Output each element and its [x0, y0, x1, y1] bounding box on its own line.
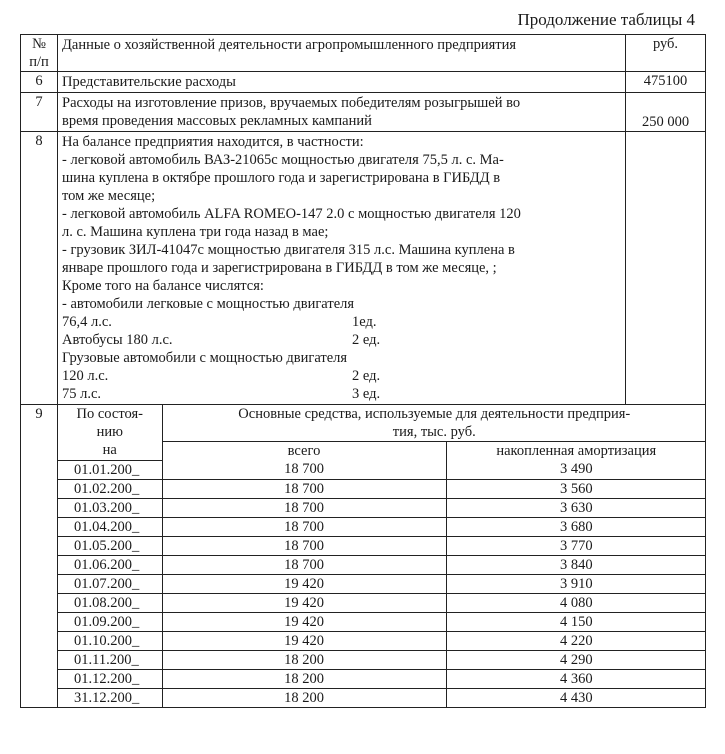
header-num-line2: п/п: [29, 54, 49, 70]
row-text-line: На балансе предприятия находится, в частности:: [62, 134, 364, 150]
date-cell: 01.10.200_: [58, 631, 162, 650]
amortization-cell: 4 080: [446, 593, 706, 612]
subtable-row: [58, 498, 706, 517]
date-cell: 01.12.200_: [58, 669, 162, 688]
amortization-cell: 3 630: [446, 498, 706, 517]
group-header-line: Основные средства, используемые для деятельности предприя-: [238, 406, 631, 422]
date-header-line: По состоя-: [76, 406, 143, 422]
header-data: Данные о хозяйственной деятельности агропромышленного предприятия: [58, 35, 626, 72]
vehicle-list-item: [62, 313, 621, 331]
subtable-row: [58, 631, 706, 650]
subtable-row: [58, 688, 706, 707]
row-text: Представительские расходы: [58, 72, 626, 93]
row-text: [58, 93, 626, 132]
total-cell: 18 200: [162, 669, 446, 688]
row-text-line: Расходы на изготовление призов, вручаемых победителям розыгрышей во: [62, 95, 521, 111]
date-header-line: на: [102, 442, 117, 458]
row-num: 7: [21, 93, 58, 132]
total-cell: 18 700: [162, 460, 446, 479]
total-cell: 18 700: [162, 479, 446, 498]
subtable-row: [58, 536, 706, 555]
row-text: [58, 132, 626, 405]
fixed-assets-group-header: [162, 405, 706, 442]
fixed-assets-subtable-cell: [58, 405, 706, 708]
total-cell: 19 420: [162, 574, 446, 593]
date-cell: 31.12.200_: [58, 688, 162, 707]
date-cell: 01.07.200_: [58, 574, 162, 593]
total-cell: 18 200: [162, 688, 446, 707]
table-row: [21, 72, 706, 93]
row-value: 250 000: [626, 93, 706, 132]
subtable-row: [58, 612, 706, 631]
row-text-line: том же месяце;: [62, 188, 156, 204]
amortization-cell: 4 290: [446, 650, 706, 669]
row-text-line: - легковой автомобиль ALFA ROMEO-147 2.0 с мощностью двигателя 120: [62, 206, 521, 222]
data-table: [20, 34, 706, 708]
vehicle-list-item: [62, 349, 621, 367]
total-cell: 18 700: [162, 536, 446, 555]
date-cell: 01.01.200_: [58, 460, 162, 479]
vehicle-quantity: 3 ед.: [352, 386, 381, 402]
vehicle-list-item: [62, 367, 621, 385]
subtable-row: [58, 593, 706, 612]
table-row: [21, 405, 706, 708]
row-num: 8: [21, 132, 58, 405]
header-num: [21, 35, 58, 72]
subtable-row: [58, 460, 706, 479]
date-cell: 01.08.200_: [58, 593, 162, 612]
subtable-row: [58, 517, 706, 536]
total-column-header: всего: [162, 442, 446, 461]
subtable-row: [58, 669, 706, 688]
table-row: [21, 93, 706, 132]
subtable-row: [58, 574, 706, 593]
total-cell: 18 200: [162, 650, 446, 669]
header-num-line1: №: [32, 36, 46, 52]
vehicle-label: 76,4 л.с.: [62, 314, 112, 330]
date-cell: 01.06.200_: [58, 555, 162, 574]
group-header-line: тия, тыс. руб.: [392, 424, 476, 440]
date-cell: 01.03.200_: [58, 498, 162, 517]
table-caption: Продолжение таблицы 4: [517, 10, 695, 29]
total-cell: 19 420: [162, 612, 446, 631]
vehicle-list-item: [62, 331, 621, 349]
amortization-cell: 3 770: [446, 536, 706, 555]
row-num: 9: [21, 405, 58, 708]
subtable-row: [58, 650, 706, 669]
total-cell: 18 700: [162, 498, 446, 517]
vehicle-label: Грузовые автомобили с мощностью двигателя: [62, 350, 348, 366]
vehicle-quantity: 2 ед.: [352, 368, 381, 384]
amortization-cell: 4 360: [446, 669, 706, 688]
vehicle-quantity: 2 ед.: [352, 332, 381, 348]
total-cell: 19 420: [162, 631, 446, 650]
subtable-row: [58, 555, 706, 574]
total-cell: 19 420: [162, 593, 446, 612]
amortization-cell: 4 430: [446, 688, 706, 707]
row-value: [626, 132, 706, 405]
total-cell: 18 700: [162, 517, 446, 536]
row-text-line: - грузовик ЗИЛ-41047с мощностью двигателя 315 л.с. Машина куплена в: [62, 242, 515, 258]
row-text-line: январе прошлого года и зарегистрирована в ГИБДД в том же месяце, ;: [62, 260, 497, 276]
amortization-column-header: накопленная амортизация: [446, 442, 706, 461]
fixed-assets-subtable: [58, 405, 706, 707]
vehicle-quantity: 1ед.: [352, 314, 377, 330]
amortization-cell: 3 840: [446, 555, 706, 574]
row-text-line: Кроме того на балансе числятся:: [62, 278, 264, 294]
amortization-cell: 3 910: [446, 574, 706, 593]
subtable-header-row: [58, 405, 706, 442]
date-cell: 01.02.200_: [58, 479, 162, 498]
vehicle-list-item: [62, 385, 621, 403]
amortization-cell: 3 680: [446, 517, 706, 536]
row-text-line: - легковой автомобиль ВАЗ-21065с мощностью двигателя 75,5 л. с. Ма-: [62, 152, 504, 168]
row-text-line: шина куплена в октябре прошлого года и зарегистрирована в ГИБДД в: [62, 170, 501, 186]
row-value: 475100: [626, 72, 706, 93]
row-text-line: л. с. Машина куплена три года назад в мае;: [62, 224, 329, 240]
table-row: [21, 132, 706, 405]
header-unit: руб.: [626, 35, 706, 72]
date-column-header: [58, 405, 162, 460]
date-cell: 01.05.200_: [58, 536, 162, 555]
date-cell: 01.04.200_: [58, 517, 162, 536]
row-text-line: время проведения массовых рекламных кампаний: [62, 113, 372, 129]
total-cell: 18 700: [162, 555, 446, 574]
subtable-row: [58, 479, 706, 498]
row-text-line: - автомобили легковые с мощностью двигателя: [62, 296, 355, 312]
amortization-cell: 3 560: [446, 479, 706, 498]
amortization-cell: 3 490: [446, 460, 706, 479]
row-num: 6: [21, 72, 58, 93]
amortization-cell: 4 150: [446, 612, 706, 631]
amortization-cell: 4 220: [446, 631, 706, 650]
header-row: [21, 35, 706, 72]
vehicle-label: 75 л.с.: [62, 386, 102, 402]
vehicle-label: 120 л.с.: [62, 368, 109, 384]
date-header-line: нию: [96, 424, 123, 440]
date-cell: 01.11.200_: [58, 650, 162, 669]
vehicle-label: Автобусы 180 л.с.: [62, 332, 173, 348]
date-cell: 01.09.200_: [58, 612, 162, 631]
